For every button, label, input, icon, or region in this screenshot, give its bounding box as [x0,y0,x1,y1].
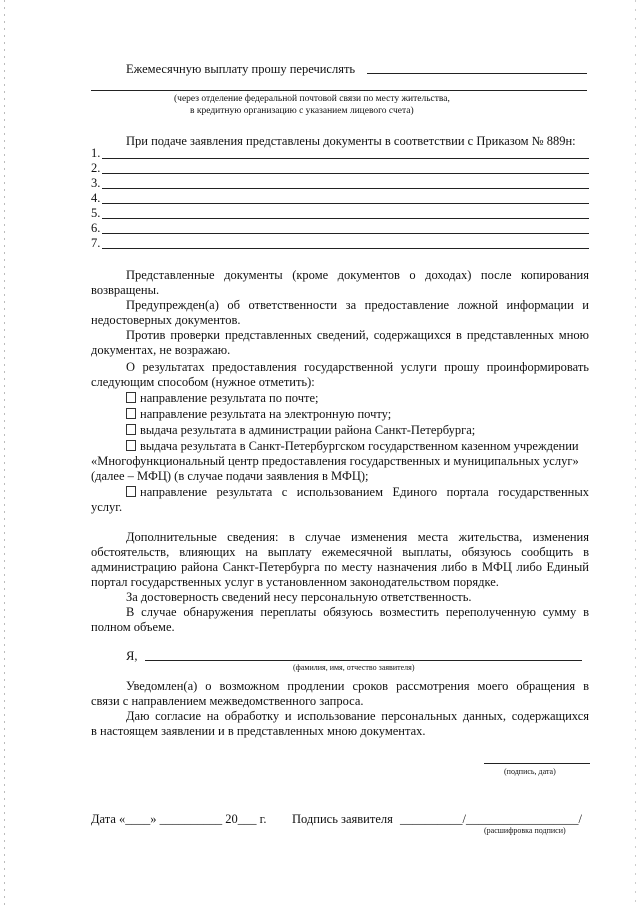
payout-note-1: (через отделение федеральной почтовой связи по месту жительства, [174,94,450,104]
option-mfc-label-3: (далее – МФЦ) (в случае подачи заявления в МФЦ); [91,469,369,483]
returned-text-2: возвращены. [91,283,160,297]
document-line-7[interactable] [91,236,589,250]
checkbox-icon[interactable] [126,424,136,435]
check-text-2: документах, не возражаю. [91,343,231,357]
option-mfc[interactable] [126,439,579,454]
option-mfc-label-1: выдача результата в Санкт-Петербургском государственном казенном учреждении [140,439,579,453]
signature-date-caption: (подпись, дата) [504,767,556,776]
additional-text-7: полном объеме. [91,620,175,634]
applicant-prefix: Я, [126,649,138,663]
additional-text-1: Дополнительные сведения: в случае изменения места жительства, изменения [126,530,589,544]
option-portal-label-2: услуг. [91,500,123,514]
additional-text-5: За достоверность сведений несу персональную ответственность. [126,590,472,604]
additional-text-4: портал государственных услуг в установленном законодательством порядке. [91,575,499,589]
applicant-signature-label: Подпись заявителя [292,812,393,826]
documents-intro: При подаче заявления представлены документы в соответствии с Приказом № 889н: [126,134,576,148]
checkbox-icon[interactable] [126,486,136,497]
option-email[interactable] [126,407,391,422]
document-number: 3. [91,176,101,190]
checkbox-icon[interactable] [126,408,136,419]
applicant-caption: (фамилия, имя, отчество заявителя) [293,663,415,672]
document-number: 1. [91,146,101,160]
scan-edge-right [635,0,636,905]
option-portal-label-1: направление результата с использованием Единого портала государственных [140,485,589,499]
document-number: 7. [91,236,101,250]
inform-text-2: следующим способом (нужное отметить): [91,375,315,389]
notice-text-1: Уведомлен(а) о возможном продлении сроков рассмотрения моего обращения в [126,679,589,693]
checkbox-icon[interactable] [126,440,136,451]
notice-text-3: Даю согласие на обработку и использование персональных данных, содержащихся [126,709,589,723]
inform-text-1: О результатах предоставления государственной услуги прошу проинформировать [126,360,589,374]
checkbox-icon[interactable] [126,392,136,403]
document-line-5[interactable] [91,206,589,220]
scan-edge-left [4,0,5,905]
option-mfc-label-2: «Многофункциональный центр предоставления государственных и муниципальных услуг» [91,454,579,468]
signature-date-field[interactable] [484,763,590,764]
option-portal[interactable] [126,485,589,500]
notice-text-4: в настоящем заявлении и в представленных мною документах. [91,724,426,738]
payout-field-line2[interactable] [91,90,587,91]
document-number: 5. [91,206,101,220]
payout-note-2: в кредитную организацию с указанием лицевого счета) [190,106,414,116]
decode-caption: (расшифровка подписи) [484,826,566,835]
option-admin[interactable] [126,423,475,438]
applicant-name-field[interactable] [145,660,582,661]
document-number: 4. [91,191,101,205]
additional-text-6: В случае обнаружения переплаты обязуюсь возместить переполученную сумму в [126,605,589,619]
notice-text-2: связи с направлением межведомственного запроса. [91,694,364,708]
option-post[interactable] [126,391,319,406]
warned-text-1: Предупрежден(а) об ответственности за предоставление ложной информации и [126,298,589,312]
check-text-1: Против проверки представленных сведений, содержащихся в представленных мною [126,328,589,342]
returned-text-1: Представленные документы (кроме документов о доходах) после копирования [126,268,589,282]
document-number: 2. [91,161,101,175]
document-line-4[interactable] [91,191,589,205]
option-admin-label: выдача результата в администрации района Санкт-Петербурга; [140,423,476,437]
document-line-6[interactable] [91,221,589,235]
document-line-2[interactable] [91,161,589,175]
additional-text-3: администрацию района Санкт-Петербурга по месту назначения либо в МФЦ либо Единый [91,560,589,574]
applicant-signature-field[interactable]: __________/__________________/ [400,812,582,826]
document-line-3[interactable] [91,176,589,190]
option-email-label: направление результата на электронную почту; [140,407,392,421]
option-post-label: направление результата по почте; [140,391,319,405]
payout-label: Ежемесячную выплату прошу перечислять [126,62,356,76]
date-field[interactable]: Дата «____» __________ 20___ г. [91,812,267,826]
payout-field[interactable] [367,73,587,74]
additional-text-2: обстоятельств, влияющих на выплату ежемесячной выплаты, обязуюсь сообщить в [91,545,589,559]
warned-text-2: недостоверных документов. [91,313,241,327]
document-number: 6. [91,221,101,235]
document-line-1[interactable] [91,146,589,160]
